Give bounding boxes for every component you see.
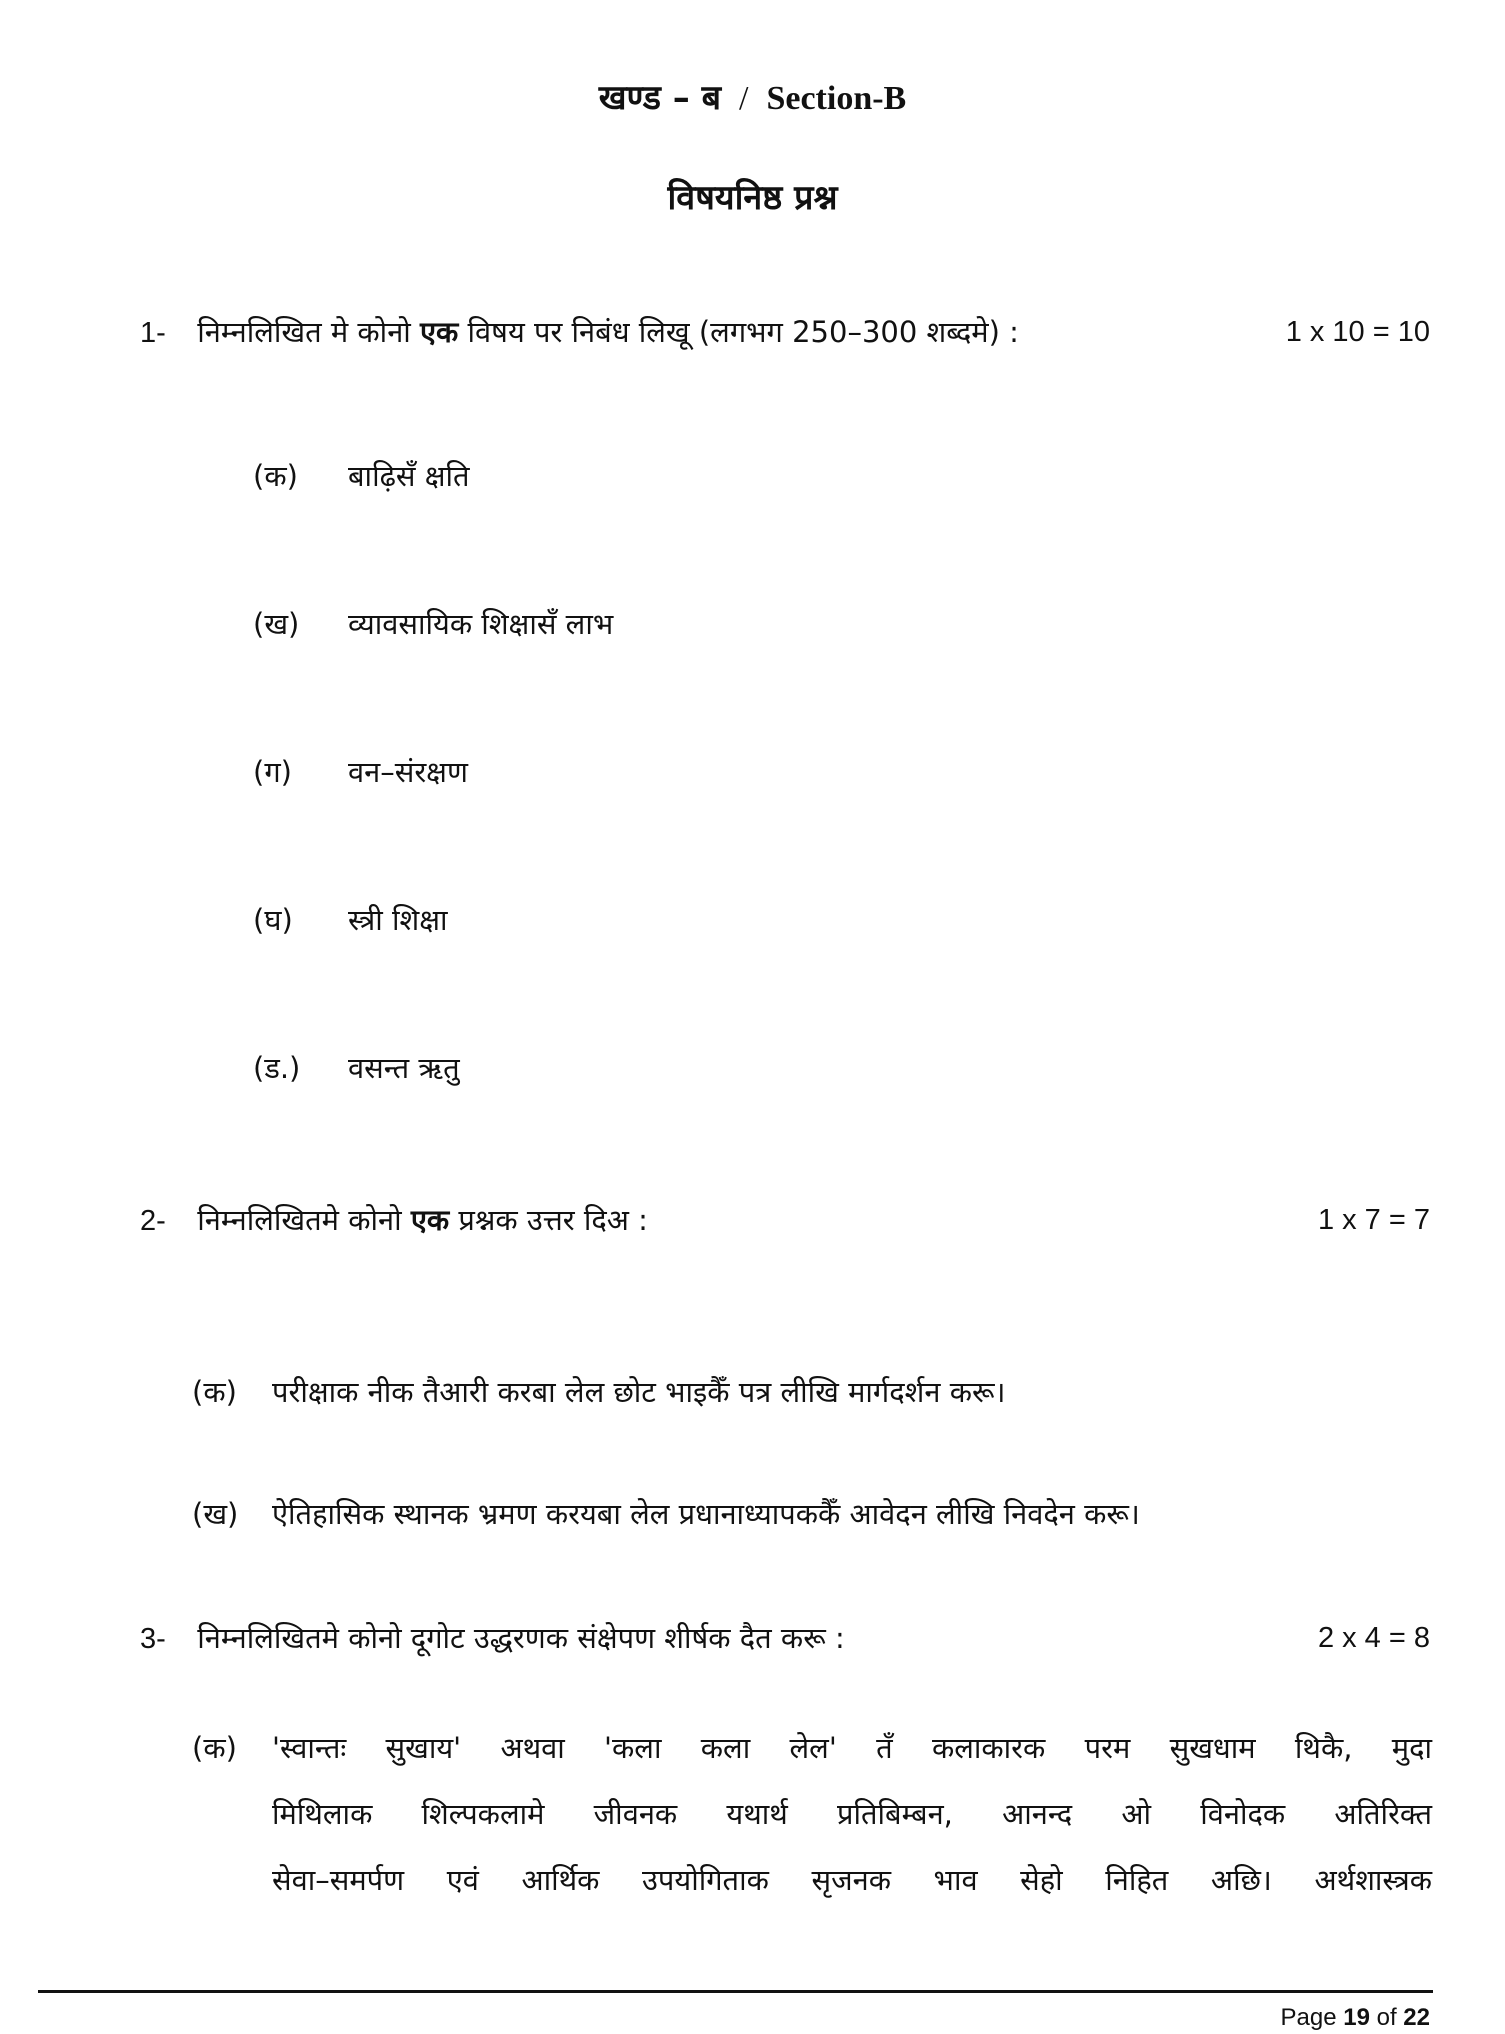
- section-english: Section-B: [766, 80, 907, 117]
- option-text: ऐतिहासिक स्थानक भ्रमण करयबा लेल प्रधानाध्यापककैँ आवेदन लीखि निवदेन करू।: [272, 1497, 1140, 1531]
- question-number: 3-: [140, 1623, 166, 1655]
- question-text: निम्नलिखितमे कोनो एक प्रश्नक उत्तर दिअ :: [197, 1203, 648, 1237]
- option-text: बाढ़िसँ क्षति: [348, 459, 470, 493]
- question-marks: 1 x 10 = 10: [1285, 316, 1430, 348]
- section-separator: /: [739, 80, 749, 117]
- question-text: निम्नलिखित मे कोनो एक विषय पर निबंध लिखू (लगभग 250–300 शब्दमे) :: [197, 315, 1019, 349]
- page-number: Page 19 of 22: [1280, 2004, 1430, 2031]
- passage-label: (क): [192, 1731, 237, 1765]
- question-text: निम्नलिखितमे कोनो दूगोट उद्धरणक संक्षेपण शीर्षक दैत करू :: [197, 1621, 845, 1655]
- option-text: परीक्षाक नीक तैआरी करबा लेल छोट भाइकैँ पत्र लीखि मार्गदर्शन करू।: [272, 1375, 1006, 1409]
- question-marks: 1 x 7 = 7: [1317, 1204, 1430, 1236]
- option-label: (घ): [253, 903, 293, 937]
- option-item: [253, 1048, 460, 1088]
- question-number: 1-: [140, 317, 166, 349]
- passage-line: मिथिलाक शिल्पकलामे जीवनक यथार्थ प्रतिबिम्बन, आनन्द ओ विनोदक अतिरिक्त: [272, 1797, 1432, 1831]
- passage-body: [272, 1715, 1432, 1913]
- section-heading: [0, 78, 1505, 119]
- passage: [192, 1715, 1432, 1913]
- emphasis: एक: [410, 1203, 450, 1237]
- passage-line: सेवा–समर्पण एवं आर्थिक उपयोगिताक सृजनक भाव सेहो निहित अछि। अर्थशास्त्रक: [272, 1863, 1432, 1897]
- question-2: [140, 1200, 1430, 1241]
- option-label: (क): [192, 1375, 237, 1409]
- option-item: [192, 1372, 1432, 1412]
- option-label: (ग): [253, 755, 292, 789]
- option-label: (ख): [192, 1497, 239, 1531]
- question-1: [140, 312, 1430, 353]
- section-hindi: खण्ड – ब: [598, 78, 721, 118]
- option-label: (ख): [253, 607, 300, 641]
- option-item: [253, 752, 468, 792]
- option-text: वन–संरक्षण: [348, 755, 468, 789]
- current-page: 19: [1343, 2004, 1370, 2031]
- footer-divider: [38, 1990, 1433, 1993]
- question-number: 2-: [140, 1205, 166, 1237]
- question-3: [140, 1618, 1430, 1659]
- option-item: [253, 900, 448, 940]
- option-text: व्यावसायिक शिक्षासँ लाभ: [348, 607, 614, 641]
- question-marks: 2 x 4 = 8: [1317, 1622, 1430, 1654]
- option-text: वसन्त ऋतु: [348, 1051, 460, 1085]
- option-item: [253, 604, 613, 644]
- passage-line: 'स्वान्तः सुखाय' अथवा 'कला कला लेल' तँ कलाकारक परम सुखधाम थिकै, मुदा: [272, 1731, 1432, 1765]
- option-label: (ड.): [253, 1051, 301, 1085]
- emphasis: एक: [420, 315, 459, 349]
- option-item: [253, 456, 470, 496]
- option-label: (क): [253, 459, 298, 493]
- total-pages: 22: [1403, 2004, 1430, 2031]
- option-text: स्त्री शिक्षा: [348, 903, 448, 937]
- option-item: [192, 1494, 1432, 1534]
- section-subtitle: विषयनिष्ठ प्रश्न: [667, 178, 838, 218]
